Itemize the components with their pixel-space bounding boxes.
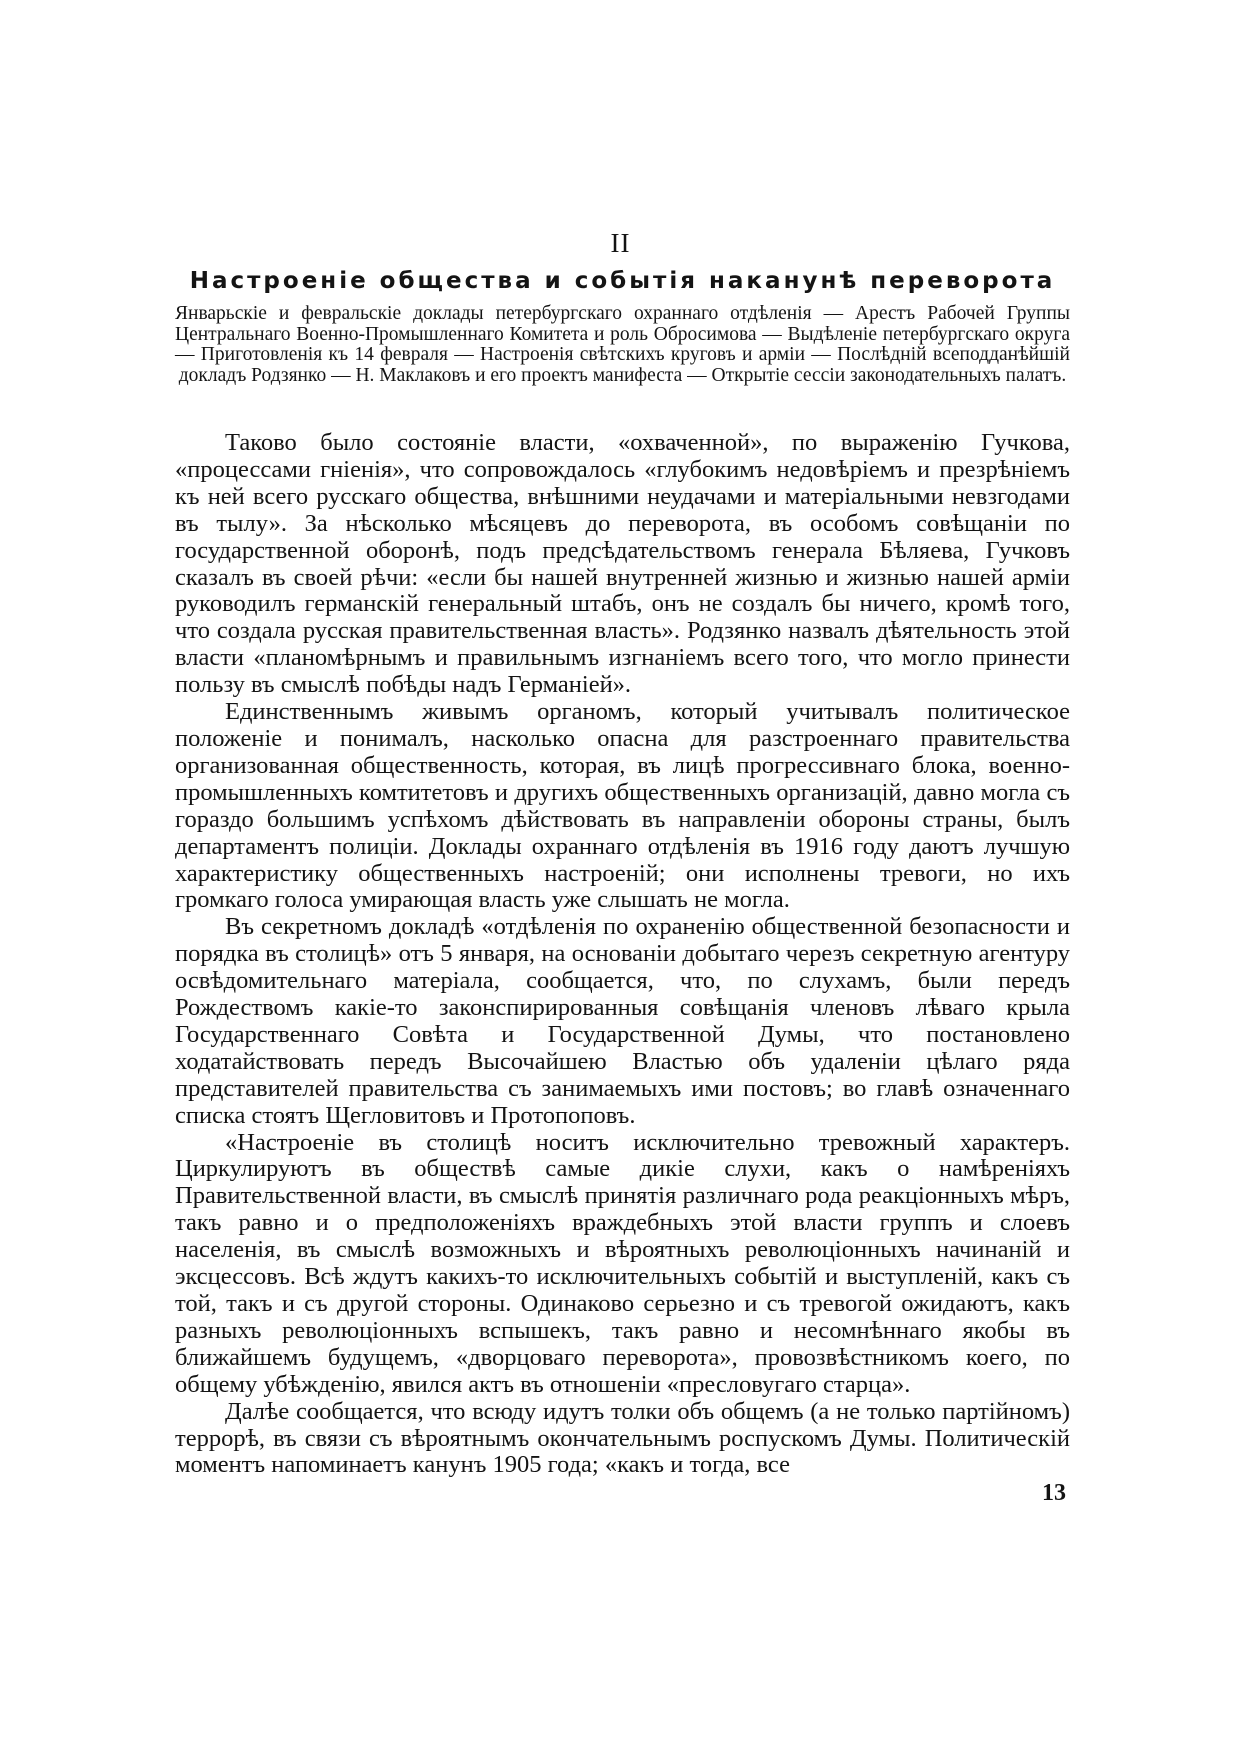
body-text	[175, 430, 1070, 1479]
paragraph: Таково было состояніе власти, «охваченной», по выраженію Гучкова, «процессами гніенія», что сопровождалось «глубокимъ недовѣріемъ и презрѣніемъ къ ней всего русскаго общества, внѣшними неудачами и матеріальными невзгодами въ тылу». За нѣсколько мѣсяцевъ до переворота, въ особомъ совѣщаніи по государственной оборонѣ, подъ предсѣдательствомъ генерала Бѣляева, Гучковъ сказалъ въ своей рѣчи: «если бы нашей внутренней жизнью и жизнью нашей арміи руководилъ германскій генеральный штабъ, онъ не создалъ бы ничего, кромѣ того, что создала русская правительственная власть». Родзянко назвалъ дѣятельность этой власти «планомѣрнымъ и правильнымъ изгнаніемъ всего того, что могло принести пользу въ смыслѣ побѣды надъ Германіей».	[175, 429, 1070, 699]
paragraph: «Настроеніе въ столицѣ носитъ исключительно тревожный характеръ. Циркулируютъ въ обществѣ самые дикіе слухи, какъ о намѣреніяхъ Правительственной власти, въ смыслѣ принятія различнаго рода реакціонныхъ мѣръ, такъ равно и о предположеніяхъ враждебныхъ этой власти группъ и слоевъ населенія, въ смыслѣ возможныхъ и вѣроятныхъ революціонныхъ начинаній и эксцессовъ. Всѣ ждутъ какихъ-то исключительныхъ событій и выступленій, какъ съ той, такъ и съ другой стороны. Одинаково серьезно и съ тревогой ожидаютъ, какъ разныхъ революціонныхъ вспышекъ, такъ равно и несомнѣннаго якобы въ ближайшемъ будущемъ, «дворцоваго переворота», провозвѣстникомъ коего, по общему убѣжденію, явился актъ въ отношеніи «пресловугаго старца».	[175, 1128, 1070, 1398]
page-number: 13	[1042, 1480, 1066, 1506]
chapter-number: II	[610, 228, 631, 258]
paragraph: Въ секретномъ докладѣ «отдѣленія по охраненію общественной безопасности и порядка въ столицѣ» отъ 5 января, на основаніи добытаго черезъ секретную агентуру освѣдомительнаго матеріала, сообщается, что, по слухамъ, были передъ Рождествомъ какіе-то законспирированныя совѣщанія членовъ лѣваго крыла Государственнаго Совѣта и Государственной Думы, что постановлено ходатайствовать передъ Высочайшею Властью объ удаленіи цѣлаго ряда представителей правительства съ занимаемыхъ ими постовъ; во главѣ означеннаго списка стоятъ Щегловитовъ и Протопоповъ.	[175, 913, 1070, 1129]
paragraph: Далѣе сообщается, что всюду идутъ толки объ общемъ (а не только партійномъ) террорѣ, въ связи съ вѣроятнымъ окончательнымъ роспускомъ Думы. Политическій моментъ напоминаетъ канунъ 1905 года; «какъ и тогда, все	[175, 1397, 1070, 1479]
chapter-summary: Январьскіе и февральскіе доклады петербургскаго охраннаго отдѣленія — Арестъ Рабочей Группы Центральнаго Военно-Промышленнаго Комитета и роль Обросимова — Выдѣленіе петербургскаго округа — Приготовленія къ 14 февраля — Настроенія свѣтскихъ круговъ и арміи — Послѣдній всеподданѣйшій докладъ Родзянко — Н. Маклаковъ и его проектъ манифеста — Открытіе сессіи законодательныхъ палатъ.	[175, 303, 1070, 386]
chapter-title: Настроеніе общества и событія наканунѣ переворота	[189, 268, 1056, 294]
paragraph: Единственнымъ живымъ органомъ, который учитывалъ политическое положеніе и понималъ, насколько опасна для разстроеннаго правительства организованная общественность, которая, въ лицѣ прогрессивнаго блока, военно-промышленныхъ комтитетовъ и другихъ общественныхъ организацій, давно могла съ гораздо большимъ успѣхомъ дѣйствовать въ направленіи обороны страны, былъ департаментъ полиціи. Доклады охраннаго отдѣленія въ 1916 году даютъ лучшую характеристику общественныхъ настроеній; они исполнены тревоги, но ихъ громкаго голоса умирающая власть уже слышать не могла.	[175, 698, 1070, 914]
